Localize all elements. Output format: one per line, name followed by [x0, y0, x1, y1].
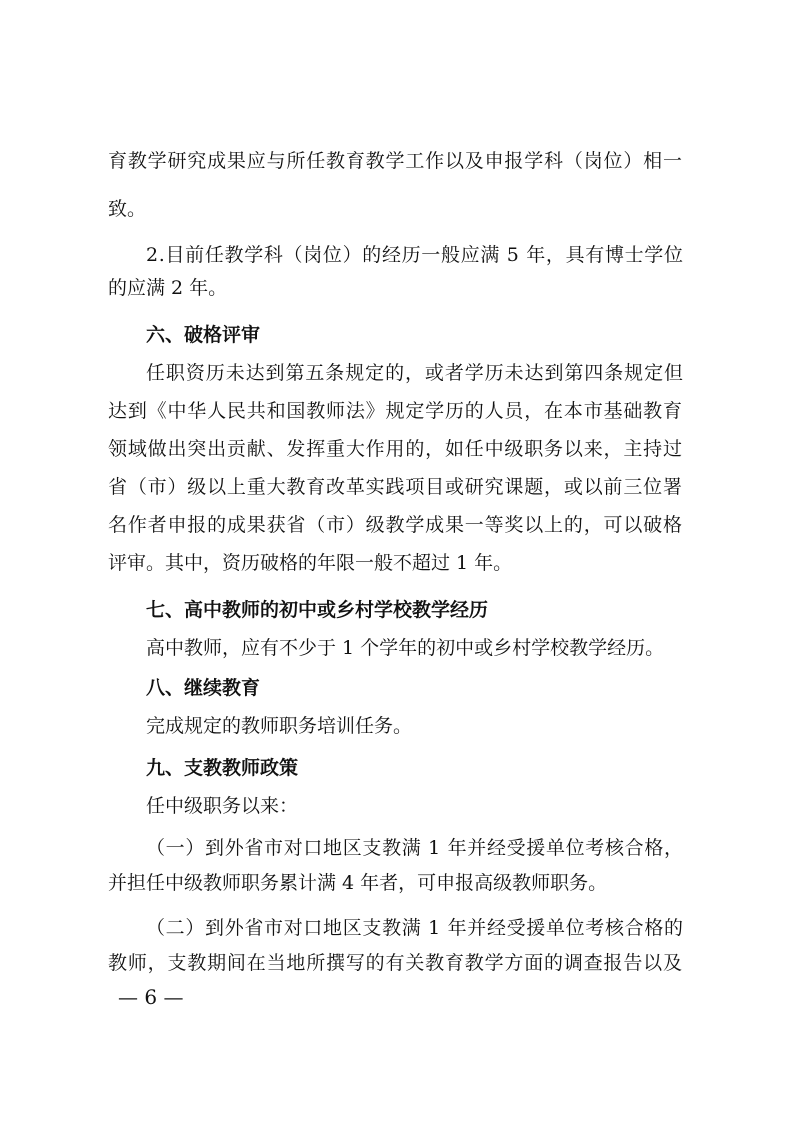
- body-text-line: 教师，支教期间在当地所撰写的有关教育教学方面的调查报告以及: [108, 952, 683, 974]
- body-text-line: 省（市）级以上重大教育改革实践项目或研究课题，或以前三位署: [108, 476, 683, 498]
- body-text-line: 的应满 2 年。: [108, 277, 228, 299]
- section-heading: 八、继续教育: [146, 677, 261, 699]
- body-text-line: 评审。其中，资历破格的年限一般不超过 1 年。: [108, 552, 513, 574]
- body-text-line: （一）到外省市对口地区支教满 1 年并经受援单位考核合格，: [146, 837, 684, 859]
- section-heading: 九、支教教师政策: [146, 757, 299, 779]
- section-heading: 七、高中教师的初中或乡村学校教学经历: [146, 599, 489, 621]
- body-text-line: 致。: [108, 198, 147, 220]
- section-heading: 六、破格评审: [146, 324, 261, 346]
- page-number: — 6 —: [118, 985, 184, 1009]
- body-text-line: 任职资历未达到第五条规定的，或者学历未达到第四条规定但: [146, 362, 684, 384]
- body-text-line: 任中级职务以来：: [146, 795, 299, 817]
- body-text-line: 育教学研究成果应与所任教育教学工作以及申报学科（岗位）相一: [108, 150, 683, 172]
- body-text-line: 高中教师，应有不少于 1 个学年的初中或乡村学校教学经历。: [146, 637, 665, 659]
- body-text-line: 达到《中华人民共和国教师法》规定学历的人员，在本市基础教育: [108, 400, 683, 422]
- body-text-line: （二）到外省市对口地区支教满 1 年并经受援单位考核合格的: [146, 917, 684, 939]
- body-text-line: 完成规定的教师职务培训任务。: [146, 715, 413, 737]
- body-text-line: 并担任中级教师职务累计满 4 年者，可申报高级教师职务。: [108, 872, 608, 894]
- body-text-line: 领域做出突出贡献、发挥重大作用的，如任中级职务以来，主持过: [108, 438, 683, 460]
- body-text-line: 名作者申报的成果获省（市）级教学成果一等奖以上的，可以破格: [108, 514, 683, 536]
- body-text-line: 2.目前任教学科（岗位）的经历一般应满 5 年，具有博士学位: [146, 244, 684, 266]
